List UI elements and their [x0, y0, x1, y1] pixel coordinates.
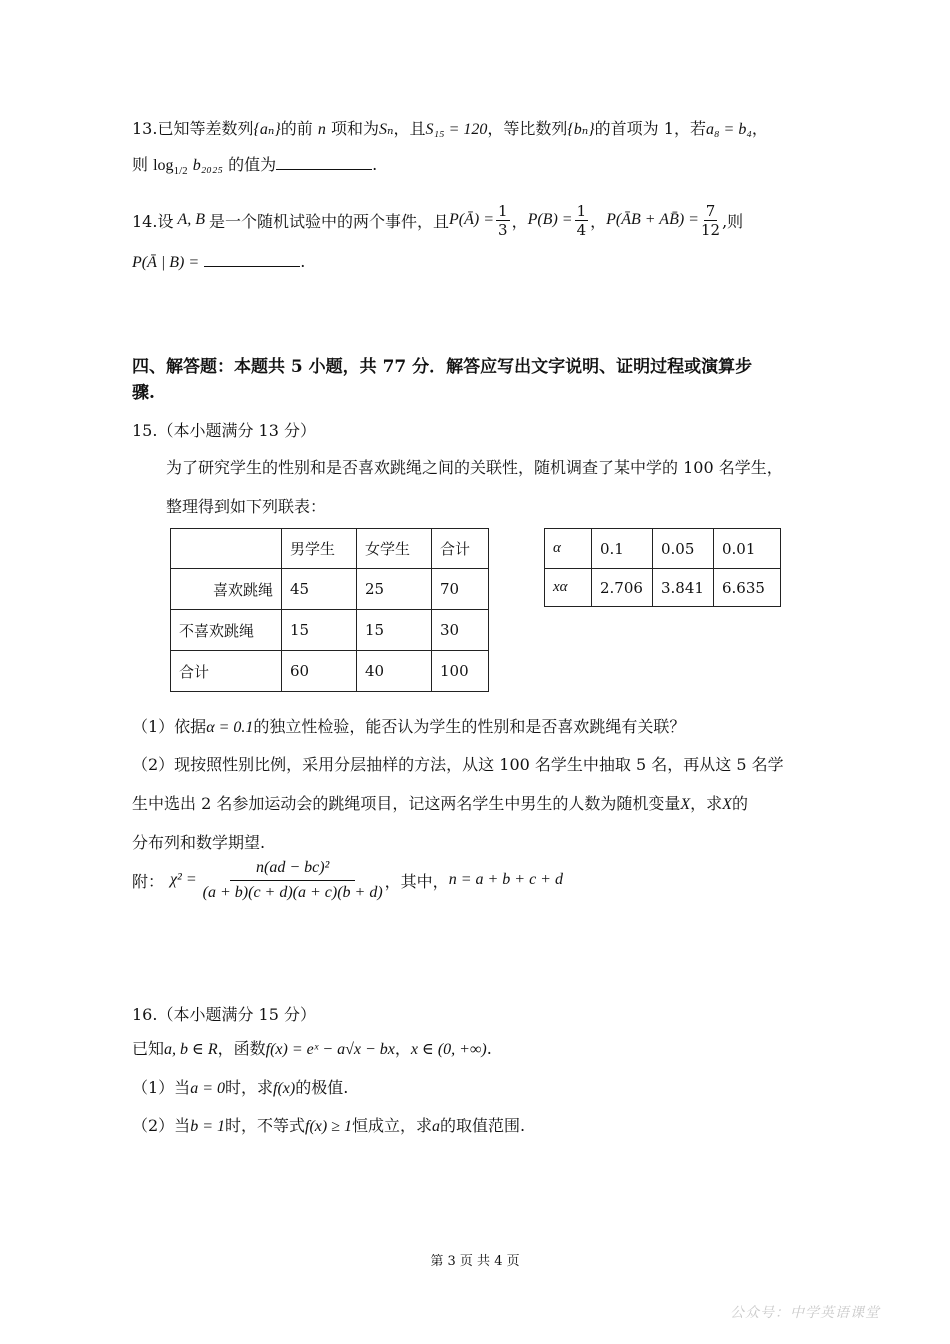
table-row [545, 529, 781, 569]
q14-line1: 14.设 A, B 是一个随机试验中的两个事件，且 P(Ā) = $\frac{1}{3}$ ， P(B) = $\frac{1}{4}$ ， P(ĀB + AB̄) = $\frac{7}{12}$ ,则 [132, 201, 744, 239]
q13-text: 的前 [280, 119, 313, 138]
q15-header: 15.（本小题满分 13 分） [132, 421, 316, 440]
table-cell: 45 [282, 569, 357, 610]
q13-log: log [153, 157, 174, 174]
table-cell: 合计 [171, 651, 282, 692]
q16-ab: a, b ∈ R [164, 1041, 218, 1058]
table-row [171, 569, 489, 610]
q15-text: 的 [731, 794, 748, 813]
table-cell: 0.1 [592, 529, 653, 569]
q14-text: 14.设 [132, 211, 174, 231]
q14-pab: P(ĀB + AB̄) = [606, 211, 699, 228]
q14-vars: A, B [177, 211, 205, 228]
numerator: 1 [498, 201, 508, 220]
q14-pab-fraction [701, 202, 720, 239]
q13-text: 的首项为 1，若 [594, 119, 706, 138]
chi-square: χ² = [170, 871, 197, 888]
q13-seq-b: {bₙ} [567, 121, 595, 138]
watermark: 公众号：中学英语课堂 [730, 1305, 880, 1321]
q15-text: 生中选出 2 名参加运动会的跳绳项目，记这两名学生中男生的人数为随机变量 [132, 794, 681, 813]
table-cell: 男学生 [282, 529, 357, 569]
table-cell: 100 [432, 651, 489, 692]
q15-var-x: X [722, 796, 732, 813]
q16-text: . [486, 1039, 492, 1058]
q13-condition-1: S₁₅ = 120 [425, 121, 488, 138]
q16-text: 恒成立，求 [351, 1116, 432, 1135]
q16-text: ， [394, 1039, 411, 1058]
q13-log-base: 1/2 [173, 165, 188, 178]
q16-f: f(x) [273, 1080, 296, 1097]
table-row [171, 529, 489, 569]
q16-part1 [132, 1075, 348, 1098]
q15-formula [132, 852, 563, 908]
denominator: 4 [576, 220, 587, 239]
table-cell: 合计 [432, 529, 489, 569]
q15-intro: 为了研究学生的性别和是否喜欢跳绳之间的关联性，随机调查了某中学的 100 名学生， [166, 458, 783, 477]
table-cell: 6.635 [714, 569, 781, 607]
q13-n: n [317, 121, 326, 138]
q13-text: 13.已知等差数列 [132, 119, 254, 138]
q15-part2: （2）现按照性别比例，采用分层抽样的方法，从这 100 名学生中抽取 5 名，再从这 5 名学 [132, 755, 784, 774]
table-cell: 15 [357, 610, 432, 651]
q13-text: ，且 [393, 119, 426, 138]
q15-text: 的独立性检验，能否认为学生的性别和是否喜欢跳绳有关联？ [253, 717, 686, 736]
q15-text: ，其中， [384, 871, 449, 891]
q15-alpha: α = 0.1 [206, 719, 254, 736]
q15-intro: 整理得到如下列联表： [166, 497, 327, 516]
q13-answer-blank[interactable] [276, 168, 372, 170]
q13-text: 则 [132, 155, 149, 174]
denominator: (a + b)(c + d)(a + c)(b + d) [202, 883, 383, 901]
table-cell: 25 [357, 569, 432, 610]
q16-condition: b = 1 [190, 1118, 225, 1135]
q15-part1 [132, 714, 685, 737]
q13-sn: Sₙ [378, 121, 394, 138]
q14-line2 [132, 252, 305, 272]
q16-text: （1）当 [132, 1078, 191, 1097]
q16-var-a: a [432, 1118, 440, 1135]
q15-text: （1）依据 [132, 717, 207, 736]
table-cell: 0.05 [653, 529, 714, 569]
page-footer: 第 3 页 共 4 页 [430, 1254, 520, 1269]
q16-part2 [132, 1113, 525, 1136]
q16-line1 [132, 1036, 492, 1059]
q16-header: 16.（本小题满分 15 分） [132, 1005, 316, 1024]
q16-text: 的极值. [295, 1078, 349, 1097]
q13-text: 的值为 [228, 155, 277, 174]
q16-function: f(x) = eˣ − a√x − bx [265, 1041, 395, 1058]
q16-text: ，函数 [217, 1039, 266, 1058]
q16-text: 时，不等式 [224, 1116, 305, 1135]
q15-part2-end: 分布列和数学期望. [132, 833, 266, 852]
chi-square-fraction [203, 856, 383, 905]
contingency-table [170, 528, 489, 692]
q15-note-label: 附： [132, 871, 165, 891]
q14-answer-blank[interactable] [204, 265, 300, 267]
critical-value-table [544, 528, 781, 607]
table-cell: 0.01 [714, 529, 781, 569]
n-definition: n = a + b + c + d [448, 871, 563, 888]
table-row [171, 651, 489, 692]
q14-text: . [300, 252, 306, 271]
section4-heading-cont: 骤. [132, 383, 155, 403]
q13-log-arg: b₂₀₂₅ [192, 157, 223, 174]
table-cell: 60 [282, 651, 357, 692]
numerator: 1 [576, 201, 587, 220]
table-cell: 40 [357, 651, 432, 692]
q13-seq-a: {aₙ} [253, 121, 281, 138]
denominator: 3 [498, 220, 508, 239]
q13-text: ， [751, 119, 768, 138]
q14-pb: P(B) = [527, 211, 573, 228]
q15-var-x: X [680, 796, 691, 813]
q15-text: ，求 [690, 794, 723, 813]
q16-domain: x ∈ (0, +∞) [410, 1041, 487, 1058]
q16-text: 已知 [132, 1039, 165, 1058]
table-cell: 30 [432, 610, 489, 651]
q16-condition: a = 0 [190, 1080, 225, 1097]
q16-text: 时，求 [224, 1078, 273, 1097]
q14-text: ,则 [722, 211, 744, 231]
q15-part2-cont [132, 791, 748, 814]
section4-heading: 四、解答题：本题共 5 小题，共 77 分．解答应写出文字说明、证明过程或演算步 [132, 357, 753, 377]
table-cell: xα [545, 569, 592, 607]
table-cell: 女学生 [357, 529, 432, 569]
q14-text: 是一个随机试验中的两个事件，且 [209, 211, 450, 231]
q13-line2 [132, 152, 377, 177]
q13-line1 [132, 116, 768, 139]
table-cell: 3.841 [653, 569, 714, 607]
q13-text: 项和为 [330, 119, 379, 138]
table-cell: α [545, 529, 592, 569]
q13-text: . [372, 155, 378, 174]
q13-text: ，等比数列 [487, 119, 568, 138]
table-cell: 不喜欢跳绳 [171, 610, 282, 651]
denominator: 12 [700, 220, 721, 239]
table-cell: 喜欢跳绳 [171, 569, 282, 610]
numerator: n(ad − bc)² [230, 856, 355, 881]
q16-text: （2）当 [132, 1116, 191, 1135]
q13-condition-2: a₈ = b₄ [705, 121, 752, 138]
q14-pa-fraction [496, 202, 510, 239]
table-cell [171, 529, 282, 569]
q14-pa: P(Ā) = [449, 211, 495, 228]
q14-cond-prob: P(Ā | B) = [132, 254, 200, 271]
table-cell: 70 [432, 569, 489, 610]
q16-inequality: f(x) ≥ 1 [305, 1118, 352, 1135]
table-row [545, 569, 781, 607]
table-cell: 2.706 [592, 569, 653, 607]
table-cell: 15 [282, 610, 357, 651]
q16-text: 的取值范围. [440, 1116, 526, 1135]
numerator: 7 [705, 201, 716, 220]
q14-pb-fraction [575, 202, 589, 239]
table-row [171, 610, 489, 651]
